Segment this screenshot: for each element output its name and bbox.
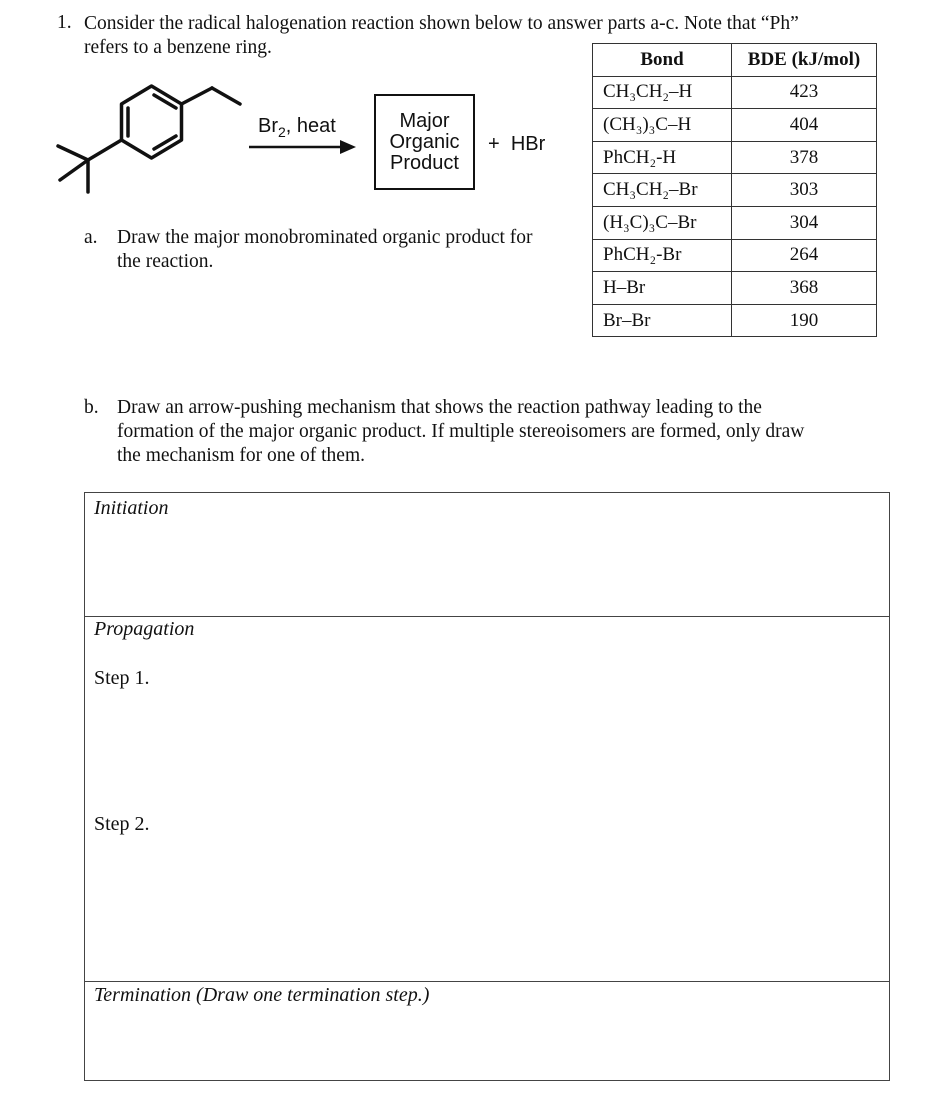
part-b-prompt — [84, 396, 882, 468]
byproduct-label — [488, 133, 545, 156]
bde-header-value: BDE (kJ/mol) — [732, 44, 877, 77]
step-1-label: Step 1. — [94, 667, 150, 689]
propagation-label: Propagation — [94, 618, 195, 640]
bond-cell: (H₃C)₃C–Br — [593, 206, 732, 239]
bond-cell: PhCH₂-Br — [593, 239, 732, 272]
product-box-line-3: Product — [390, 151, 459, 174]
bond-cell: CH₃CH₂–H — [593, 76, 732, 109]
question-line-1: Consider the radical halogenation reaction shown below to answer parts a-c. Note that “Ph” — [84, 13, 799, 34]
mechanism-answer-box[interactable] — [84, 492, 890, 1081]
table-row — [593, 76, 877, 109]
bde-value-cell: 378 — [732, 141, 877, 174]
bde-value-cell: 190 — [732, 304, 877, 337]
bond-cell: H–Br — [593, 272, 732, 305]
bde-value-cell: 368 — [732, 272, 877, 305]
bde-value-cell: 404 — [732, 109, 877, 142]
product-box-line-2: Organic — [389, 130, 460, 153]
table-row — [593, 272, 877, 305]
initiation-label: Initiation — [94, 497, 169, 519]
table-row — [593, 304, 877, 337]
part-a-line-2: the reaction. — [117, 251, 214, 272]
bde-value-cell: 423 — [732, 76, 877, 109]
table-row — [593, 141, 877, 174]
termination-label: Termination (Draw one termination step.) — [94, 984, 430, 1006]
bde-header-bond: Bond — [593, 44, 732, 77]
part-b-label: b. — [84, 397, 99, 418]
bond-cell: Br–Br — [593, 304, 732, 337]
bde-value-cell: 303 — [732, 174, 877, 207]
table-row — [593, 239, 877, 272]
termination-divider — [85, 981, 889, 982]
bond-cell: PhCH₂-H — [593, 141, 732, 174]
bde-value-cell: 264 — [732, 239, 877, 272]
question-number: 1. — [57, 12, 72, 33]
part-b-line-1: Draw an arrow-pushing mechanism that shows the reaction pathway leading to the — [117, 397, 762, 418]
plus-sign: + — [488, 133, 500, 155]
table-row — [593, 206, 877, 239]
major-product-box — [374, 94, 475, 190]
part-b-line-2: formation of the major organic product. If multiple stereoisomers are formed, only draw — [117, 421, 805, 442]
initiation-divider — [85, 616, 889, 617]
bde-table — [592, 43, 877, 337]
step-2-label: Step 2. — [94, 813, 150, 835]
product-box-line-1: Major — [399, 109, 450, 132]
bond-cell: CH₃CH₂–Br — [593, 174, 732, 207]
part-a-line-1: Draw the major monobrominated organic product for — [117, 227, 533, 248]
reactant-structure — [50, 78, 250, 198]
part-b-line-3: the mechanism for one of them. — [117, 445, 366, 466]
table-row — [593, 109, 877, 142]
reagent-label: $Br_2$, heat — [258, 115, 336, 140]
table-row — [593, 174, 877, 207]
bde-value-cell: 304 — [732, 206, 877, 239]
bond-cell: (CH₃)₃C–H — [593, 109, 732, 142]
question-line-2: refers to a benzene ring. — [84, 37, 272, 58]
hbr-label: HBr — [510, 133, 546, 155]
reaction-arrow — [248, 138, 360, 156]
bde-table-header — [593, 44, 877, 77]
part-a-label: a. — [84, 227, 98, 248]
part-a-prompt — [84, 226, 584, 274]
